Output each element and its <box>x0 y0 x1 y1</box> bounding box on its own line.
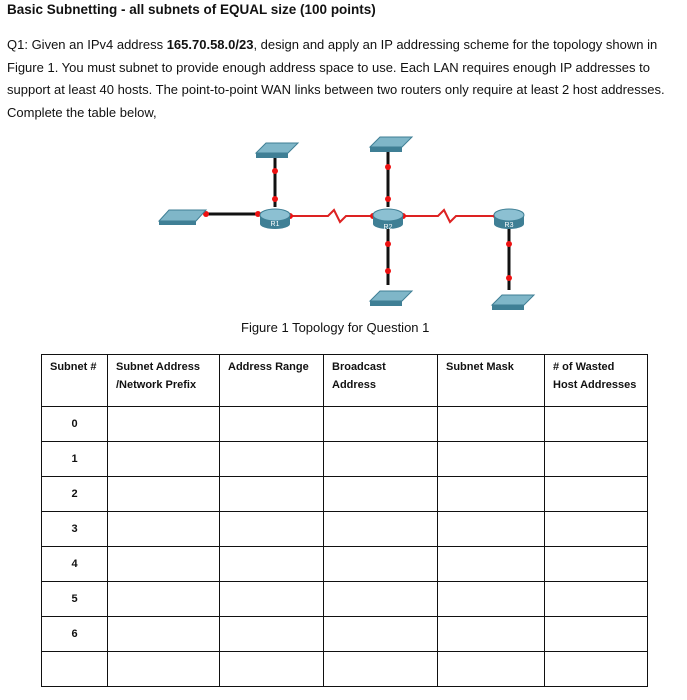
subnet-number-cell: 4 <box>42 547 108 582</box>
table-cell[interactable] <box>108 477 220 512</box>
table-cell[interactable] <box>108 512 220 547</box>
table-cell[interactable] <box>324 512 438 547</box>
table-cell[interactable] <box>220 512 324 547</box>
table-cell[interactable] <box>108 547 220 582</box>
router-label-r1: R1 <box>270 221 280 228</box>
table-cell[interactable] <box>324 652 438 687</box>
figure-caption: Figure 1 Topology for Question 1 <box>241 320 430 335</box>
table-cell[interactable] <box>108 407 220 442</box>
router-icon <box>373 209 403 231</box>
switch-icon <box>370 137 412 152</box>
subnet-number-cell: 2 <box>42 477 108 512</box>
switch-icon <box>256 143 298 158</box>
table-row <box>42 617 648 652</box>
table-cell[interactable] <box>220 407 324 442</box>
table-cell[interactable] <box>438 582 545 617</box>
table-cell[interactable] <box>545 512 648 547</box>
header-address-range: Address Range <box>220 355 324 407</box>
subnet-table <box>41 354 648 687</box>
question-prefix: Q1: Given an IPv4 address <box>7 37 167 52</box>
table-cell[interactable] <box>545 547 648 582</box>
ip-address: 165.70.58.0/23 <box>166 37 254 52</box>
subnet-number-cell <box>42 652 108 687</box>
table-row <box>42 512 648 547</box>
header-subnet-address: Subnet Address /Network Prefix <box>108 355 220 407</box>
table-cell[interactable] <box>220 652 324 687</box>
table-row <box>42 582 648 617</box>
table-cell[interactable] <box>220 547 324 582</box>
switch-icon <box>492 295 534 310</box>
table-cell[interactable] <box>108 582 220 617</box>
router-icon <box>494 209 524 229</box>
table-cell[interactable] <box>438 512 545 547</box>
router-label-r3: R3 <box>504 222 514 229</box>
subnet-number-cell: 1 <box>42 442 108 477</box>
header-subnet-mask: Subnet Mask <box>438 355 545 407</box>
table-cell[interactable] <box>438 477 545 512</box>
table-cell[interactable] <box>220 442 324 477</box>
table-row <box>42 547 648 582</box>
table-cell[interactable] <box>438 547 545 582</box>
table-cell[interactable] <box>220 617 324 652</box>
subnet-number-cell: 6 <box>42 617 108 652</box>
table-cell[interactable] <box>324 407 438 442</box>
table-row <box>42 652 648 687</box>
table-cell[interactable] <box>108 652 220 687</box>
table-cell[interactable] <box>324 582 438 617</box>
table-cell[interactable] <box>438 617 545 652</box>
table-cell[interactable] <box>545 407 648 442</box>
table-cell[interactable] <box>545 442 648 477</box>
table-cell[interactable] <box>324 547 438 582</box>
table-cell[interactable] <box>220 582 324 617</box>
page-title: Basic Subnetting - all subnets of EQUAL size (100 points) <box>7 2 376 17</box>
table-cell[interactable] <box>438 442 545 477</box>
table-cell[interactable] <box>108 617 220 652</box>
table-row <box>42 442 648 477</box>
topology-diagram <box>0 125 687 315</box>
wan-r1-r2 <box>290 210 373 222</box>
router-icon <box>260 209 290 229</box>
table-cell[interactable] <box>545 652 648 687</box>
header-subnet-number: Subnet # <box>42 355 108 407</box>
table-cell[interactable] <box>545 477 648 512</box>
question-text <box>7 34 683 124</box>
header-wasted-hosts: # of Wasted Host Addresses <box>545 355 648 407</box>
subnet-number-cell: 3 <box>42 512 108 547</box>
table-header-row <box>42 355 648 407</box>
table-cell[interactable] <box>545 582 648 617</box>
table-cell[interactable] <box>545 617 648 652</box>
table-cell[interactable] <box>324 442 438 477</box>
table-row <box>42 477 648 512</box>
question-body: , design and apply an IP addressing scheme for the topology shown in Figure 1. You must subnet to provide enough address space to use. Each LAN requires enough IP addresses to support at least 40 hosts. The point-to-point WAN links between two routers only require at least 2 host addresses. Complete the table below, <box>7 37 665 120</box>
router-label-r2: R2 <box>383 224 393 231</box>
table-cell[interactable] <box>438 652 545 687</box>
table-cell[interactable] <box>438 407 545 442</box>
wan-r2-r3 <box>403 210 496 222</box>
header-broadcast-address: Broadcast Address <box>324 355 438 407</box>
table-row <box>42 407 648 442</box>
subnet-number-cell: 5 <box>42 582 108 617</box>
subnet-number-cell: 0 <box>42 407 108 442</box>
table-cell[interactable] <box>220 477 324 512</box>
table-cell[interactable] <box>324 477 438 512</box>
switch-icon <box>159 210 206 225</box>
table-cell[interactable] <box>324 617 438 652</box>
table-cell[interactable] <box>108 442 220 477</box>
switch-icon <box>370 291 412 306</box>
